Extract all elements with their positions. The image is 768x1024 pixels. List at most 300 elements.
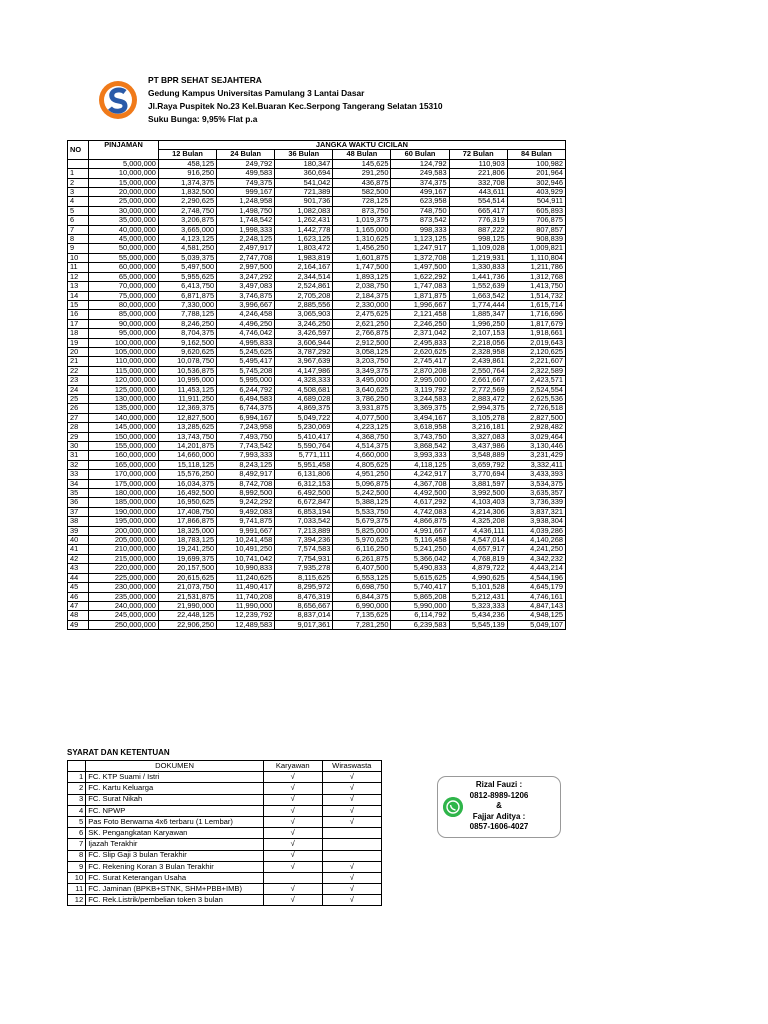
karyawan-check: √ [263, 816, 322, 827]
installment-cell: 20,615,625 [158, 573, 216, 582]
row-number: 14 [68, 291, 89, 300]
row-number: 32 [68, 460, 89, 469]
installment-cell: 5,590,764 [275, 442, 333, 451]
installment-cell: 1,748,542 [217, 216, 275, 225]
installment-cell: 2,625,536 [507, 394, 565, 403]
requirement-row [68, 794, 382, 805]
installment-cell: 2,524,861 [275, 282, 333, 291]
installment-cell: 4,436,111 [449, 526, 507, 535]
loan-amount: 145,000,000 [89, 423, 159, 432]
installment-cell: 14,660,000 [158, 451, 216, 460]
loan-amount: 190,000,000 [89, 507, 159, 516]
installment-cell: 4,951,250 [333, 470, 391, 479]
installment-cell: 2,883,472 [449, 394, 507, 403]
installment-cell: 2,328,958 [449, 347, 507, 356]
installment-cell: 1,441,736 [449, 272, 507, 281]
col-no-header: NO [68, 141, 89, 160]
installment-cell: 3,938,304 [507, 517, 565, 526]
installment-cell: 5,049,722 [275, 413, 333, 422]
row-number: 18 [68, 329, 89, 338]
installment-cell: 3,426,597 [275, 329, 333, 338]
wiraswasta-check [322, 850, 381, 861]
installment-cell: 2,620,625 [391, 347, 449, 356]
karyawan-check: √ [263, 828, 322, 839]
document-name: FC. Rekening Koran 3 Bulan Terakhir [86, 861, 264, 872]
row-number: 19 [68, 338, 89, 347]
requirement-row [68, 884, 382, 895]
installment-cell: 1,803,472 [275, 244, 333, 253]
installment-cell: 7,135,625 [333, 611, 391, 620]
loan-amount: 40,000,000 [89, 225, 159, 234]
table-row [68, 611, 566, 620]
row-number: 9 [68, 244, 89, 253]
installment-cell: 3,606,944 [275, 338, 333, 347]
installment-cell: 1,123,125 [391, 235, 449, 244]
loan-amount: 115,000,000 [89, 366, 159, 375]
installment-cell: 2,218,056 [449, 338, 507, 347]
row-number: 30 [68, 442, 89, 451]
installment-cell: 17,408,750 [158, 507, 216, 516]
req-number: 9 [68, 861, 86, 872]
installment-cell: 1,622,292 [391, 272, 449, 281]
req-number: 5 [68, 816, 86, 827]
installment-cell: 3,770,694 [449, 470, 507, 479]
row-number: 33 [68, 470, 89, 479]
installment-cell: 4,746,042 [217, 329, 275, 338]
installment-cell: 4,325,208 [449, 517, 507, 526]
installment-cell: 2,827,500 [507, 413, 565, 422]
karyawan-check: √ [263, 850, 322, 861]
installment-cell: 4,689,028 [275, 394, 333, 403]
table-row [68, 620, 566, 629]
installment-cell: 7,574,583 [275, 545, 333, 554]
installment-cell: 3,029,464 [507, 432, 565, 441]
installment-cell: 5,096,875 [333, 479, 391, 488]
loan-amount: 185,000,000 [89, 498, 159, 507]
loan-amount: 155,000,000 [89, 442, 159, 451]
row-number: 43 [68, 564, 89, 573]
requirement-row [68, 861, 382, 872]
installment-cell: 4,514,375 [333, 442, 391, 451]
installment-cell: 4,645,179 [507, 583, 565, 592]
table-row [68, 470, 566, 479]
table-row [68, 545, 566, 554]
installment-cell: 18,783,125 [158, 536, 216, 545]
document-name: SK. Pengangkatan Karyawan [86, 828, 264, 839]
installment-cell: 873,750 [333, 206, 391, 215]
term-header: 12 Bulan [158, 150, 216, 159]
installment-cell: 5,116,458 [391, 536, 449, 545]
loan-amount: 90,000,000 [89, 319, 159, 328]
installment-cell: 2,997,500 [217, 263, 275, 272]
installment-cell: 5,745,208 [217, 366, 275, 375]
installment-cell: 554,514 [449, 197, 507, 206]
installment-cell: 2,995,000 [391, 376, 449, 385]
installment-cell: 541,042 [275, 178, 333, 187]
installment-cell: 7,213,889 [275, 526, 333, 535]
installment-cell: 2,726,518 [507, 404, 565, 413]
installment-cell: 1,330,833 [449, 263, 507, 272]
installment-cell: 6,494,583 [217, 394, 275, 403]
installment-cell: 180,347 [275, 159, 333, 168]
row-number: 28 [68, 423, 89, 432]
installment-cell: 4,103,403 [449, 498, 507, 507]
installment-cell: 8,742,708 [217, 479, 275, 488]
table-row [68, 291, 566, 300]
installment-cell: 1,663,542 [449, 291, 507, 300]
loan-amount: 220,000,000 [89, 564, 159, 573]
req-no-header [68, 761, 86, 772]
document-name: FC. Surat Keterangan Usaha [86, 872, 264, 883]
installment-cell: 6,990,000 [333, 601, 391, 610]
term-header: 36 Bulan [275, 150, 333, 159]
installment-cell: 2,164,167 [275, 263, 333, 272]
installment-cell: 1,165,000 [333, 225, 391, 234]
installment-cell: 1,871,875 [391, 291, 449, 300]
installment-cell: 3,837,321 [507, 507, 565, 516]
req-number: 8 [68, 850, 86, 861]
installment-cell: 6,114,792 [391, 611, 449, 620]
installment-cell: 221,806 [449, 169, 507, 178]
installment-cell: 3,119,792 [391, 385, 449, 394]
installment-cell: 5,970,625 [333, 536, 391, 545]
requirement-row [68, 828, 382, 839]
installment-cell: 4,660,000 [333, 451, 391, 460]
col-karyawan-header: Karyawan [263, 761, 322, 772]
terms-title: SYARAT DAN KETENTUAN [67, 748, 170, 757]
installment-cell: 6,261,875 [333, 554, 391, 563]
installment-cell: 12,239,792 [217, 611, 275, 620]
installment-cell: 302,946 [507, 178, 565, 187]
wiraswasta-check: √ [322, 895, 381, 906]
karyawan-check: √ [263, 839, 322, 850]
loan-amount: 10,000,000 [89, 169, 159, 178]
term-header: 24 Bulan [217, 150, 275, 159]
installment-cell: 6,244,792 [217, 385, 275, 394]
loan-amount: 110,000,000 [89, 357, 159, 366]
installment-cell: 21,073,750 [158, 583, 216, 592]
installment-cell: 4,077,500 [333, 413, 391, 422]
table-row [68, 592, 566, 601]
row-number: 37 [68, 507, 89, 516]
installment-cell: 1,374,375 [158, 178, 216, 187]
installment-cell: 4,879,722 [449, 564, 507, 573]
req-number: 3 [68, 794, 86, 805]
installment-cell: 12,369,375 [158, 404, 216, 413]
installment-cell: 18,325,000 [158, 526, 216, 535]
installment-cell: 1,082,083 [275, 206, 333, 215]
installment-cell: 16,950,625 [158, 498, 216, 507]
installment-cell: 9,017,361 [275, 620, 333, 629]
installment-cell: 1,019,375 [333, 216, 391, 225]
installment-cell: 6,672,847 [275, 498, 333, 507]
requirement-row [68, 783, 382, 794]
row-number: 15 [68, 300, 89, 309]
installment-cell: 3,743,750 [391, 432, 449, 441]
row-number: 4 [68, 197, 89, 206]
installment-cell: 1,372,708 [391, 253, 449, 262]
installment-cell: 5,245,625 [217, 347, 275, 356]
installment-cell: 10,078,750 [158, 357, 216, 366]
installment-cell: 4,995,833 [217, 338, 275, 347]
installment-cell: 10,995,000 [158, 376, 216, 385]
installment-cell: 1,601,875 [333, 253, 391, 262]
loan-amount: 20,000,000 [89, 188, 159, 197]
installment-cell: 3,332,411 [507, 460, 565, 469]
loan-amount: 230,000,000 [89, 583, 159, 592]
loan-amount: 170,000,000 [89, 470, 159, 479]
wiraswasta-check: √ [322, 783, 381, 794]
installment-cell: 15,576,250 [158, 470, 216, 479]
bank-logo-icon [98, 78, 138, 122]
loan-amount: 125,000,000 [89, 385, 159, 394]
installment-cell: 5,771,111 [275, 451, 333, 460]
installment-cell: 374,375 [391, 178, 449, 187]
installment-cell: 10,990,833 [217, 564, 275, 573]
installment-cell: 201,964 [507, 169, 565, 178]
row-number: 21 [68, 357, 89, 366]
loan-amount: 105,000,000 [89, 347, 159, 356]
installment-cell: 7,493,750 [217, 432, 275, 441]
contact-phone-1[interactable]: 0812-8989-1206 [469, 790, 529, 800]
installment-cell: 7,281,250 [333, 620, 391, 629]
installment-cell: 11,453,125 [158, 385, 216, 394]
req-number: 1 [68, 772, 86, 783]
requirement-row [68, 839, 382, 850]
installment-cell: 2,475,625 [333, 310, 391, 319]
document-name: FC. KTP Suami / Istri [86, 772, 264, 783]
installment-cell: 5,434,236 [449, 611, 507, 620]
installment-cell: 403,929 [507, 188, 565, 197]
installment-cell: 2,221,607 [507, 357, 565, 366]
row-number: 17 [68, 319, 89, 328]
loan-amount: 240,000,000 [89, 601, 159, 610]
installment-cell: 3,548,889 [449, 451, 507, 460]
installment-cell: 3,246,250 [275, 319, 333, 328]
installment-cell: 4,342,232 [507, 554, 565, 563]
loan-amount: 70,000,000 [89, 282, 159, 291]
row-number: 49 [68, 620, 89, 629]
installment-cell: 3,203,750 [333, 357, 391, 366]
loan-amount: 65,000,000 [89, 272, 159, 281]
loan-amount: 205,000,000 [89, 536, 159, 545]
row-number: 2 [68, 178, 89, 187]
installment-cell: 3,130,446 [507, 442, 565, 451]
document-name: FC. NPWP [86, 805, 264, 816]
loan-amount: 195,000,000 [89, 517, 159, 526]
installment-cell: 4,547,014 [449, 536, 507, 545]
installment-cell: 1,615,714 [507, 300, 565, 309]
row-number: 29 [68, 432, 89, 441]
installment-cell: 1,442,778 [275, 225, 333, 234]
loan-amount: 135,000,000 [89, 404, 159, 413]
installment-cell: 2,290,625 [158, 197, 216, 206]
document-name: FC. Kartu Keluarga [86, 783, 264, 794]
installment-cell: 16,034,375 [158, 479, 216, 488]
loan-amount: 140,000,000 [89, 413, 159, 422]
company-name: PT BPR SEHAT SEJAHTERA [148, 75, 262, 85]
installment-cell: 2,107,153 [449, 329, 507, 338]
loan-amount: 120,000,000 [89, 376, 159, 385]
karyawan-check: √ [263, 794, 322, 805]
installment-cell: 2,497,917 [217, 244, 275, 253]
address-line-1: Gedung Kampus Universitas Pamulang 3 Lantai Dasar [148, 88, 365, 98]
karyawan-check [263, 872, 322, 883]
installment-cell: 8,295,972 [275, 583, 333, 592]
installment-cell: 998,125 [449, 235, 507, 244]
installment-cell: 2,344,514 [275, 272, 333, 281]
installment-cell: 5,388,125 [333, 498, 391, 507]
karyawan-check: √ [263, 783, 322, 794]
installment-cell: 1,312,768 [507, 272, 565, 281]
installment-cell: 499,583 [217, 169, 275, 178]
installment-cell: 7,935,278 [275, 564, 333, 573]
table-row [68, 329, 566, 338]
installment-cell: 3,931,875 [333, 404, 391, 413]
loan-amount: 25,000,000 [89, 197, 159, 206]
loan-amount: 35,000,000 [89, 216, 159, 225]
loan-amount: 165,000,000 [89, 460, 159, 469]
req-number: 7 [68, 839, 86, 850]
row-number: 13 [68, 282, 89, 291]
row-number: 1 [68, 169, 89, 178]
installment-cell: 3,967,639 [275, 357, 333, 366]
row-number: 35 [68, 489, 89, 498]
installment-cell: 5,241,250 [391, 545, 449, 554]
installment-cell: 3,495,000 [333, 376, 391, 385]
loan-amount: 80,000,000 [89, 300, 159, 309]
row-number: 44 [68, 573, 89, 582]
installment-cell: 2,870,208 [391, 366, 449, 375]
installment-cell: 11,911,250 [158, 394, 216, 403]
whatsapp-icon[interactable] [443, 797, 463, 817]
installment-cell: 3,369,375 [391, 404, 449, 413]
row-number: 41 [68, 545, 89, 554]
installment-cell: 5,212,431 [449, 592, 507, 601]
installment-cell: 1,893,125 [333, 272, 391, 281]
installment-cell: 2,184,375 [333, 291, 391, 300]
loan-amount: 85,000,000 [89, 310, 159, 319]
installment-cell: 12,489,583 [217, 620, 275, 629]
installment-cell: 916,250 [158, 169, 216, 178]
req-number: 4 [68, 805, 86, 816]
loan-amount: 180,000,000 [89, 489, 159, 498]
installment-cell: 999,167 [217, 188, 275, 197]
installment-cell: 5,497,500 [158, 263, 216, 272]
installment-cell: 1,747,500 [333, 263, 391, 272]
installment-cell: 5,039,375 [158, 253, 216, 262]
installment-cell: 3,349,375 [333, 366, 391, 375]
installment-cell: 3,746,875 [217, 291, 275, 300]
installment-cell: 3,992,500 [449, 489, 507, 498]
installment-cell: 2,038,750 [333, 282, 391, 291]
contact-phone-2[interactable]: 0857-1606-4027 [469, 822, 529, 831]
installment-cell: 3,327,083 [449, 432, 507, 441]
installment-cell: 3,065,903 [275, 310, 333, 319]
installment-cell: 443,611 [449, 188, 507, 197]
installment-cell: 5,995,000 [217, 376, 275, 385]
installment-cell: 1,498,750 [217, 206, 275, 215]
installment-cell: 3,736,339 [507, 498, 565, 507]
loan-amount: 95,000,000 [89, 329, 159, 338]
loan-amount: 100,000,000 [89, 338, 159, 347]
installment-cell: 4,508,681 [275, 385, 333, 394]
row-number: 27 [68, 413, 89, 422]
loan-amount: 245,000,000 [89, 611, 159, 620]
installment-cell: 4,368,750 [333, 432, 391, 441]
wiraswasta-check: √ [322, 805, 381, 816]
installment-cell: 8,243,125 [217, 460, 275, 469]
wiraswasta-check [322, 839, 381, 850]
installment-cell: 3,247,292 [217, 272, 275, 281]
installment-cell: 249,583 [391, 169, 449, 178]
requirement-row [68, 816, 382, 827]
installment-cell: 3,665,000 [158, 225, 216, 234]
installment-cell: 4,544,196 [507, 573, 565, 582]
wiraswasta-check: √ [322, 816, 381, 827]
installment-cell: 22,906,250 [158, 620, 216, 629]
wiraswasta-check [322, 828, 381, 839]
installment-cell: 3,868,542 [391, 442, 449, 451]
installment-cell: 7,033,542 [275, 517, 333, 526]
installment-cell: 3,206,875 [158, 216, 216, 225]
installment-cell: 998,333 [391, 225, 449, 234]
installment-cell: 8,656,667 [275, 601, 333, 610]
wiraswasta-check: √ [322, 884, 381, 895]
installment-cell: 13,285,625 [158, 423, 216, 432]
loan-amount: 175,000,000 [89, 479, 159, 488]
table-row [68, 216, 566, 225]
installment-cell: 5,955,625 [158, 272, 216, 281]
installment-cell: 8,492,917 [217, 470, 275, 479]
installment-cell: 2,621,250 [333, 319, 391, 328]
requirement-row [68, 805, 382, 816]
installment-cell: 3,244,583 [391, 394, 449, 403]
installment-cell: 6,239,583 [391, 620, 449, 629]
installment-cell: 1,885,347 [449, 310, 507, 319]
loan-amount: 60,000,000 [89, 263, 159, 272]
installment-cell: 2,322,589 [507, 366, 565, 375]
installment-cell: 7,330,000 [158, 300, 216, 309]
requirement-row [68, 772, 382, 783]
installment-cell: 100,982 [507, 159, 565, 168]
row-number: 31 [68, 451, 89, 460]
installment-cell: 458,125 [158, 159, 216, 168]
installment-cell: 22,448,125 [158, 611, 216, 620]
table-row [68, 423, 566, 432]
installment-cell: 4,241,250 [507, 545, 565, 554]
installment-cell: 1,747,083 [391, 282, 449, 291]
installment-cell: 4,805,625 [333, 460, 391, 469]
installment-cell: 1,110,804 [507, 253, 565, 262]
installment-cell: 2,524,554 [507, 385, 565, 394]
installment-cell: 4,123,125 [158, 235, 216, 244]
installment-cell: 291,250 [333, 169, 391, 178]
installment-cell: 873,542 [391, 216, 449, 225]
installment-cell: 8,246,250 [158, 319, 216, 328]
installment-cell: 4,617,292 [391, 498, 449, 507]
installment-cell: 145,625 [333, 159, 391, 168]
document-name: FC. Jaminan (BPKB+STNK, SHM+PBB+IMB) [86, 884, 264, 895]
installment-cell: 4,367,708 [391, 479, 449, 488]
installment-cell: 4,847,143 [507, 601, 565, 610]
installment-cell: 1,774,444 [449, 300, 507, 309]
interest-rate: Suku Bunga: 9,95% Flat p.a [148, 114, 258, 124]
table-row [68, 282, 566, 291]
installment-cell: 10,491,250 [217, 545, 275, 554]
installment-cell: 8,476,319 [275, 592, 333, 601]
row-number: 5 [68, 206, 89, 215]
